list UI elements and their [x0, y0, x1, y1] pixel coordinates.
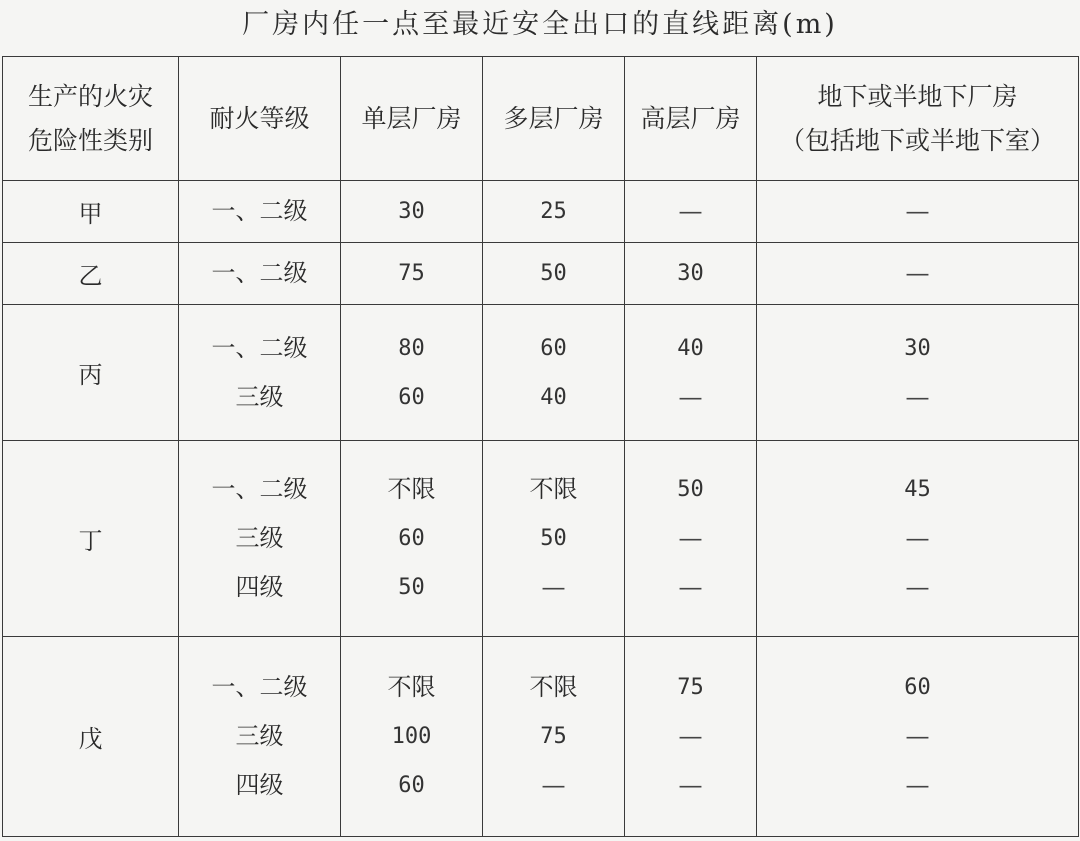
high-rise-value: — [678, 573, 703, 601]
fire-rating-value: 四级 [235, 771, 284, 799]
fire-rating-cell [179, 305, 341, 441]
multi-storey-value: 50 [540, 261, 567, 286]
single-storey-value: 30 [398, 199, 425, 224]
underground-cell [757, 441, 1079, 637]
underground-values [757, 465, 1078, 612]
underground-values [757, 324, 1078, 422]
single-storey-values [341, 663, 482, 810]
header-fire-rating: 耐火等级 [179, 57, 341, 181]
fire-rating-values [179, 324, 340, 422]
underground-value: — [905, 197, 930, 225]
fire-rating-value: 三级 [235, 524, 284, 552]
single-storey-values [341, 249, 482, 298]
multi-storey-cell [483, 181, 625, 243]
single-storey-value: 100 [391, 724, 432, 749]
underground-values [757, 187, 1078, 236]
single-storey-values [341, 465, 482, 612]
header-high-rise: 高层厂房 [625, 57, 757, 181]
underground-cell [757, 305, 1079, 441]
multi-storey-value: 40 [540, 384, 567, 410]
high-rise-value: — [678, 722, 703, 750]
underground-values [757, 249, 1078, 298]
multi-storey-cell [483, 637, 625, 837]
underground-value: — [905, 573, 930, 601]
multi-storey-cell [483, 243, 625, 305]
fire-rating-values [179, 187, 340, 236]
multi-storey-values [483, 324, 624, 422]
table-row [3, 243, 1079, 305]
table-row [3, 637, 1079, 837]
multi-storey-value: 25 [540, 199, 567, 224]
fire-rating-value: 一、二级 [211, 673, 308, 701]
distance-table [2, 56, 1079, 837]
multi-storey-values [483, 663, 624, 810]
header-multi-storey: 多层厂房 [483, 57, 625, 181]
high-rise-cell [625, 637, 757, 837]
multi-storey-value: 60 [540, 335, 567, 361]
high-rise-cell [625, 305, 757, 441]
high-rise-cell [625, 441, 757, 637]
header-category-line1: 生产的火灾 [27, 81, 153, 111]
high-rise-cell [625, 243, 757, 305]
table-row [3, 441, 1079, 637]
multi-storey-value: 50 [540, 526, 567, 551]
high-rise-value: 40 [677, 335, 704, 361]
high-rise-cell [625, 181, 757, 243]
single-storey-value: 60 [398, 384, 425, 410]
fire-rating-values [179, 465, 340, 612]
single-storey-values [341, 187, 482, 236]
fire-rating-cell [179, 181, 341, 243]
category-cell: 甲 [3, 181, 179, 243]
single-storey-value: 60 [398, 526, 425, 551]
underground-cell [757, 637, 1079, 837]
fire-rating-cell [179, 243, 341, 305]
high-rise-value: 75 [677, 675, 704, 700]
single-storey-values [341, 324, 482, 422]
header-category [3, 57, 179, 181]
single-storey-value: 不限 [387, 475, 436, 503]
fire-rating-values [179, 249, 340, 298]
single-storey-value: 不限 [387, 673, 436, 701]
multi-storey-value: — [541, 771, 566, 799]
multi-storey-cell [483, 305, 625, 441]
underground-value: 45 [904, 477, 931, 502]
multi-storey-value: 不限 [529, 475, 578, 503]
fire-rating-value: 一、二级 [211, 333, 308, 362]
single-storey-cell [341, 637, 483, 837]
high-rise-value: — [678, 524, 703, 552]
high-rise-value: 30 [677, 261, 704, 286]
fire-rating-value: 三级 [235, 722, 284, 750]
high-rise-value: 50 [677, 477, 704, 502]
header-single-storey: 单层厂房 [341, 57, 483, 181]
fire-rating-values [179, 663, 340, 810]
table-row [3, 181, 1079, 243]
high-rise-value: — [678, 771, 703, 799]
single-storey-value: 80 [398, 335, 425, 361]
single-storey-value: 50 [398, 575, 425, 600]
multi-storey-values [483, 187, 624, 236]
category-cell: 乙 [3, 243, 179, 305]
fire-rating-cell [179, 637, 341, 837]
high-rise-values [625, 249, 756, 298]
underground-value: — [905, 722, 930, 750]
underground-values [757, 663, 1078, 810]
fire-rating-value: 一、二级 [211, 475, 308, 503]
header-underground-line2: （包括地下或半地下室） [779, 125, 1055, 155]
single-storey-cell [341, 181, 483, 243]
table-body [3, 181, 1079, 837]
single-storey-value: 60 [398, 773, 425, 798]
fire-rating-value: 一、二级 [211, 259, 308, 287]
high-rise-values [625, 663, 756, 810]
high-rise-values [625, 465, 756, 612]
fire-rating-cell [179, 441, 341, 637]
fire-rating-value: 三级 [235, 382, 284, 411]
category-cell: 丙 [3, 305, 179, 441]
single-storey-cell [341, 305, 483, 441]
underground-value: 60 [904, 675, 931, 700]
multi-storey-value: — [541, 573, 566, 601]
underground-value: — [905, 524, 930, 552]
header-category-line2: 危险性类别 [27, 125, 153, 155]
underground-value: — [905, 259, 930, 287]
underground-value: 30 [904, 335, 931, 361]
high-rise-value: — [678, 382, 703, 411]
header-underground-line1: 地下或半地下厂房 [817, 81, 1018, 111]
header-row [3, 57, 1079, 181]
fire-rating-value: 四级 [235, 573, 284, 601]
category-cell: 戊 [3, 637, 179, 837]
page-title: 厂房内任一点至最近安全出口的直线距离(m) [242, 9, 838, 40]
single-storey-cell [341, 243, 483, 305]
underground-value: — [905, 771, 930, 799]
underground-cell [757, 243, 1079, 305]
multi-storey-value: 75 [540, 724, 567, 749]
high-rise-values [625, 324, 756, 422]
fire-rating-value: 一、二级 [211, 197, 308, 225]
underground-cell [757, 181, 1079, 243]
multi-storey-values [483, 249, 624, 298]
single-storey-cell [341, 441, 483, 637]
header-underground [757, 57, 1079, 181]
high-rise-value: — [678, 197, 703, 225]
multi-storey-value: 不限 [529, 673, 578, 701]
high-rise-values [625, 187, 756, 236]
table-row [3, 305, 1079, 441]
category-cell: 丁 [3, 441, 179, 637]
multi-storey-cell [483, 441, 625, 637]
multi-storey-values [483, 465, 624, 612]
single-storey-value: 75 [398, 261, 425, 286]
underground-value: — [905, 382, 930, 411]
